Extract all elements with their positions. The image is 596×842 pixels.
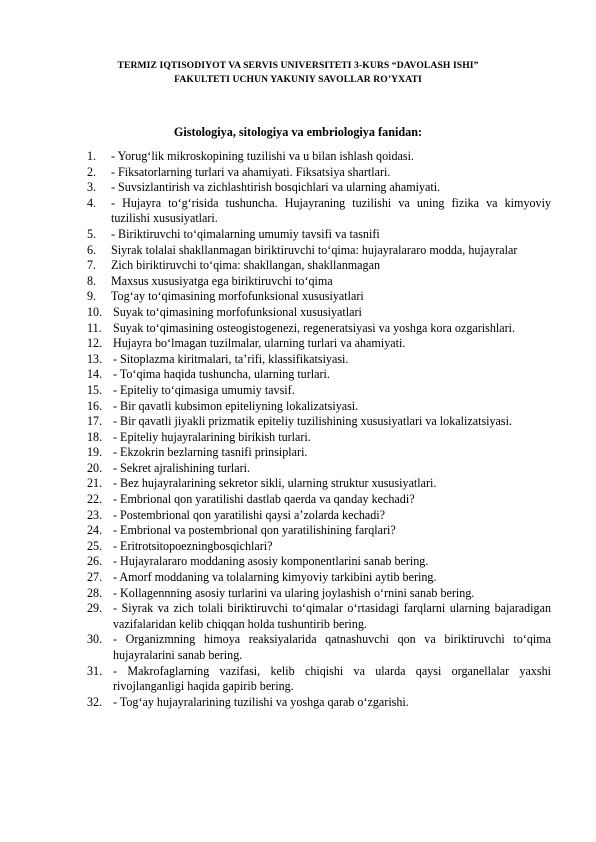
question-number: 25.	[87, 538, 103, 553]
question-item	[87, 664, 551, 695]
question-text: Maxsus xususiyatga ega biriktiruvchi to‘qima	[111, 273, 333, 288]
question-text: Hujayra bo‘lmagan tuzilmalar, ularning turlari va ahamiyati.	[113, 336, 406, 351]
question-item	[87, 227, 551, 243]
question-text: - Makrofaglarning vazifasi, kelib chiqishi va ularda qaysi organellalar yaxshi rivojlanganligi haqida gapirib bering.	[113, 663, 551, 694]
question-item	[87, 180, 551, 196]
question-item	[87, 243, 551, 259]
question-text: - Tog‘ay hujayralarining tuzilishi va yoshga qarab o‘zgarishi.	[113, 694, 409, 709]
question-text: - Amorf moddaning va tolalarning kimyoviy tarkibini aytib bering.	[113, 570, 437, 585]
question-number: 4.	[87, 195, 97, 210]
question-text: - Sitoplazma kiritmalari, ta’rifi, klassifikatsiyasi.	[113, 351, 349, 366]
question-number: 23.	[87, 507, 103, 522]
question-item	[87, 492, 551, 508]
question-text: Suyak to‘qimasining morfofunksional xususiyatlari	[113, 304, 362, 319]
question-number: 17.	[87, 414, 103, 429]
question-number: 12.	[87, 336, 103, 351]
question-number: 16.	[87, 398, 103, 413]
question-item	[87, 430, 551, 446]
question-item	[87, 461, 551, 477]
question-item	[87, 414, 551, 430]
question-item	[87, 601, 551, 632]
question-number: 32.	[87, 694, 103, 709]
question-item	[87, 196, 551, 227]
question-number: 2.	[87, 164, 97, 179]
document-header	[60, 59, 536, 87]
question-text: - Embrional va postembrional qon yaratilishining farqlari?	[113, 523, 396, 538]
question-text: - Bir qavatli kubsimon epiteliyning lokalizatsiyasi.	[113, 398, 359, 413]
question-text: - Yorug‘lik mikroskopining tuzilishi va u bilan ishlash qoidasi.	[111, 149, 415, 163]
question-text: - Organizmning himoya reaksiyalarida qatnashuvchi qon va biriktiruvchi to‘qima hujayralarini sanab bering.	[113, 632, 551, 662]
header-line-2: FAKULTETI UCHUN YAKUNIY SAVOLLAR RO’YXATI	[174, 74, 422, 85]
question-text: - Embrional qon yaratilishi dastlab qaerda va qanday kechadi?	[113, 492, 415, 507]
question-number: 11.	[87, 320, 102, 335]
question-number: 27.	[87, 570, 103, 585]
question-number: 5.	[87, 226, 97, 241]
question-text: Zich biriktiruvchi to‘qima: shakllangan, shakllanmagan	[111, 258, 381, 273]
question-text: Suyak to‘qimasining osteogistogenezi, regeneratsiyasi va yoshga kora ozgarishlari.	[113, 320, 516, 335]
question-number: 1.	[87, 149, 97, 163]
question-text: - Ekzokrin bezlarning tasnifi prinsiplari.	[113, 445, 308, 460]
question-number: 3.	[87, 180, 97, 195]
question-item	[87, 586, 551, 602]
question-number: 24.	[87, 523, 103, 538]
question-text: - Eritrotsitopoezningbosqichlari?	[113, 538, 273, 553]
question-number: 9.	[87, 289, 97, 304]
question-item	[87, 352, 551, 368]
question-item	[87, 289, 551, 305]
question-number: 31.	[87, 663, 103, 678]
question-text: - Sekret ajralishining turlari.	[113, 460, 251, 475]
question-item	[87, 367, 551, 383]
question-item	[87, 383, 551, 399]
question-item	[87, 523, 551, 539]
question-text: - Bir qavatli jiyakli prizmatik epiteliy tuzilishining xususiyatlari va lokalizatsiyasi.	[113, 414, 513, 429]
question-number: 30.	[87, 632, 103, 647]
question-list	[87, 149, 551, 710]
question-number: 20.	[87, 460, 103, 475]
question-text: - Siyrak va zich tolali biriktiruvchi to‘qimalar o‘rtasidagi farqlarni ularning bajaradigan vazifalaridan kelib chiqqan holda tushuntirib bering.	[113, 601, 551, 631]
question-text: - Fiksatorlarning turlari va ahamiyati. Fiksatsiya shartlari.	[111, 164, 391, 179]
question-number: 29.	[87, 601, 103, 616]
question-text: - Bez hujayralarining sekretor sikli, ularning struktur xususiyatlari.	[113, 476, 437, 491]
question-item	[87, 632, 551, 663]
question-item	[87, 399, 551, 415]
question-text: - Hujayra to‘g‘risida tushuncha. Hujayraning tuzilishi va uning fizika va kimyoviy tuzilishi xususiyatlari.	[111, 195, 551, 226]
question-number: 10.	[87, 304, 103, 319]
question-number: 7.	[87, 258, 97, 273]
question-number: 18.	[87, 429, 103, 444]
question-number: 19.	[87, 445, 103, 460]
question-text: Tog‘ay to‘qimasining morfofunksional xususiyatlari	[111, 289, 364, 304]
question-text: Siyrak tolalai shakllanmagan biriktiruvchi to‘qima: hujayralararo modda, hujayralar	[111, 242, 518, 257]
question-item	[87, 305, 551, 321]
question-number: 13.	[87, 351, 103, 366]
question-text: - Epiteliy hujayralarining birikish turlari.	[113, 429, 311, 444]
question-number: 21.	[87, 476, 103, 491]
question-number: 28.	[87, 585, 103, 600]
question-number: 8.	[87, 273, 97, 288]
question-number: 6.	[87, 242, 97, 257]
question-item	[87, 258, 551, 274]
question-item	[87, 508, 551, 524]
header-line-1: TERMIZ IQTISODIYOT VA SERVIS UNIVERSITETI 3-KURS “DAVOLASH ISHI”	[117, 60, 479, 71]
question-text: - Biriktiruvchi to‘qimalarning umumiy tavsifi va tasnifi	[111, 226, 380, 241]
question-item	[87, 554, 551, 570]
question-text: - Hujayralararo moddaning asosiy komponentlarini sanab bering.	[113, 554, 429, 569]
question-item	[87, 274, 551, 290]
subject-title: Gistologiya, sitologiya va embriologiya fanidan:	[173, 125, 423, 139]
question-number: 15.	[87, 382, 103, 397]
question-text: - Kollagennning asosiy turlarini va ularing joylashish o‘rnini sanab bering.	[113, 585, 475, 600]
question-item	[87, 539, 551, 555]
question-text: - Suvsizlantirish va zichlashtirish bosqichlari va ularning ahamiyati.	[111, 180, 441, 195]
question-item	[87, 165, 551, 181]
question-item	[87, 476, 551, 492]
question-number: 26.	[87, 554, 103, 569]
question-item	[87, 336, 551, 352]
question-item	[87, 570, 551, 586]
question-item	[87, 695, 551, 711]
question-number: 22.	[87, 492, 103, 507]
question-number: 14.	[87, 367, 103, 382]
question-item	[87, 149, 551, 165]
question-item	[87, 321, 551, 337]
question-text: - To‘qima haqida tushuncha, ularning turlari.	[113, 367, 330, 382]
question-item	[87, 445, 551, 461]
question-text: - Postembrional qon yaratilishi qaysi a’zolarda kechadi?	[113, 507, 386, 522]
question-text: - Epiteliy to‘qimasiga umumiy tavsif.	[113, 382, 295, 397]
